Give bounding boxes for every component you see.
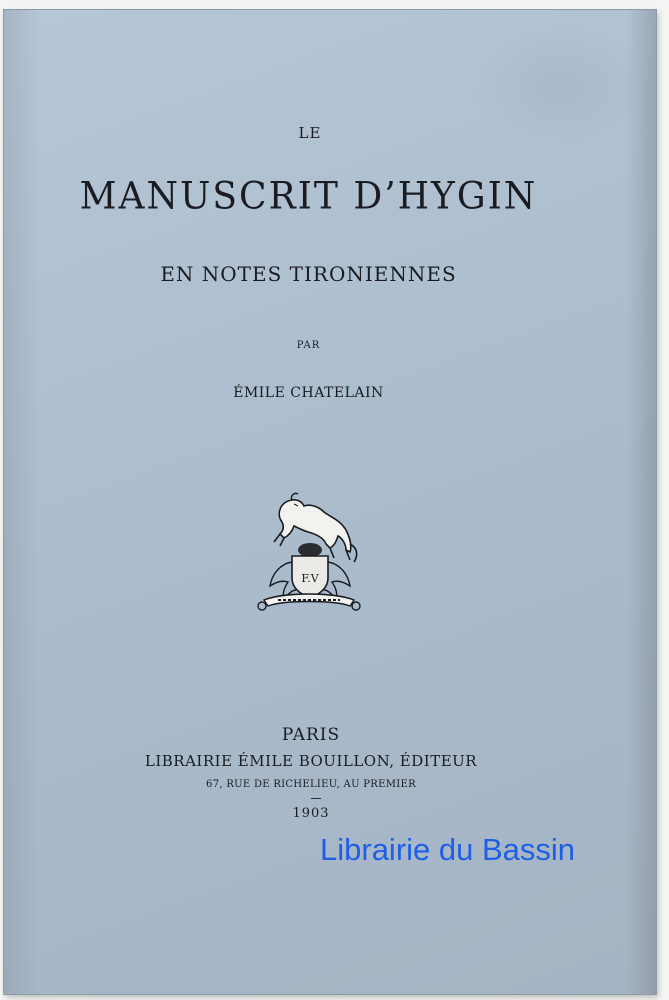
divider-dash xyxy=(311,798,321,799)
author-name: ÉMILE CHATELAIN xyxy=(233,385,384,401)
book-subtitle: EN NOTES TIRONIENNES xyxy=(160,262,457,286)
watermark-text: Librairie du Bassin xyxy=(320,832,576,867)
emblem-monogram: F.V xyxy=(301,572,319,585)
publisher-emblem-icon xyxy=(254,492,364,612)
by-label: PAR xyxy=(296,340,321,351)
publisher-address: 67, RUE DE RICHELIEU, AU PREMIER xyxy=(206,779,416,790)
cover-left-edge-shadow xyxy=(4,10,40,994)
publication-city: PARIS xyxy=(281,725,341,745)
book-title: MANUSCRIT D’HYGIN xyxy=(79,174,538,219)
title-article: LE xyxy=(298,124,322,142)
publication-year: 1903 xyxy=(292,806,330,821)
publisher-name: LIBRAIRIE ÉMILE BOUILLON, ÉDITEUR xyxy=(144,752,478,770)
